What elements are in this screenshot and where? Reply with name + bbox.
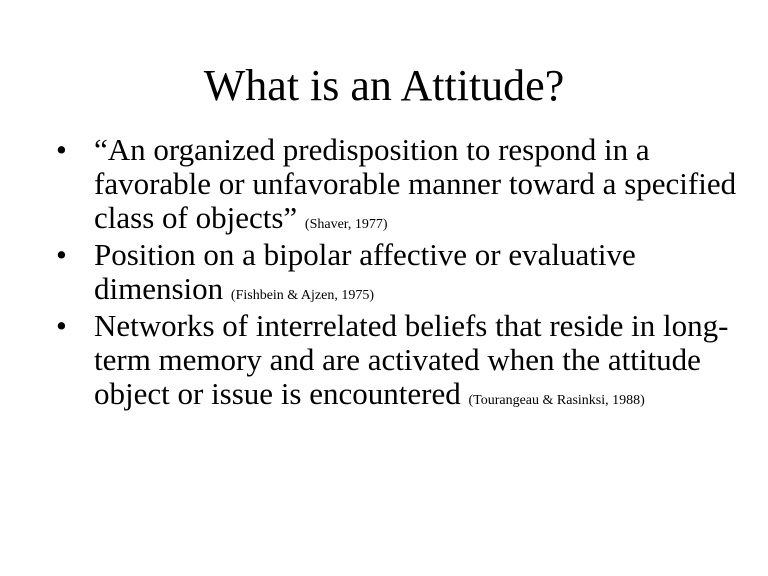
bullet-citation: (Shaver, 1977) (304, 217, 388, 232)
bullet-icon: • (56, 132, 67, 167)
bullet-item-networks (56, 309, 746, 411)
bullet-text: Networks of interrelated beliefs that reside in long-term memory and are activated when the attitude object or issue is encountered (94, 308, 729, 411)
bullet-icon: • (56, 308, 67, 343)
slide-title: What is an Attitude? (203, 61, 565, 110)
bullet-item-position (56, 238, 746, 306)
bullet-text: Position on a bipolar affective or evaluative dimension (94, 237, 636, 306)
bullet-citation: (Tourangeau & Rasinksi, 1988) (468, 393, 645, 408)
bullet-item-definition (56, 133, 746, 235)
bullet-list (56, 133, 746, 414)
bullet-text: “An organized predisposition to respond in a favorable or unfavorable manner toward a specified class of objects” (94, 132, 737, 235)
bullet-citation: (Fishbein & Ajzen, 1975) (230, 288, 375, 303)
bullet-icon: • (56, 237, 67, 272)
